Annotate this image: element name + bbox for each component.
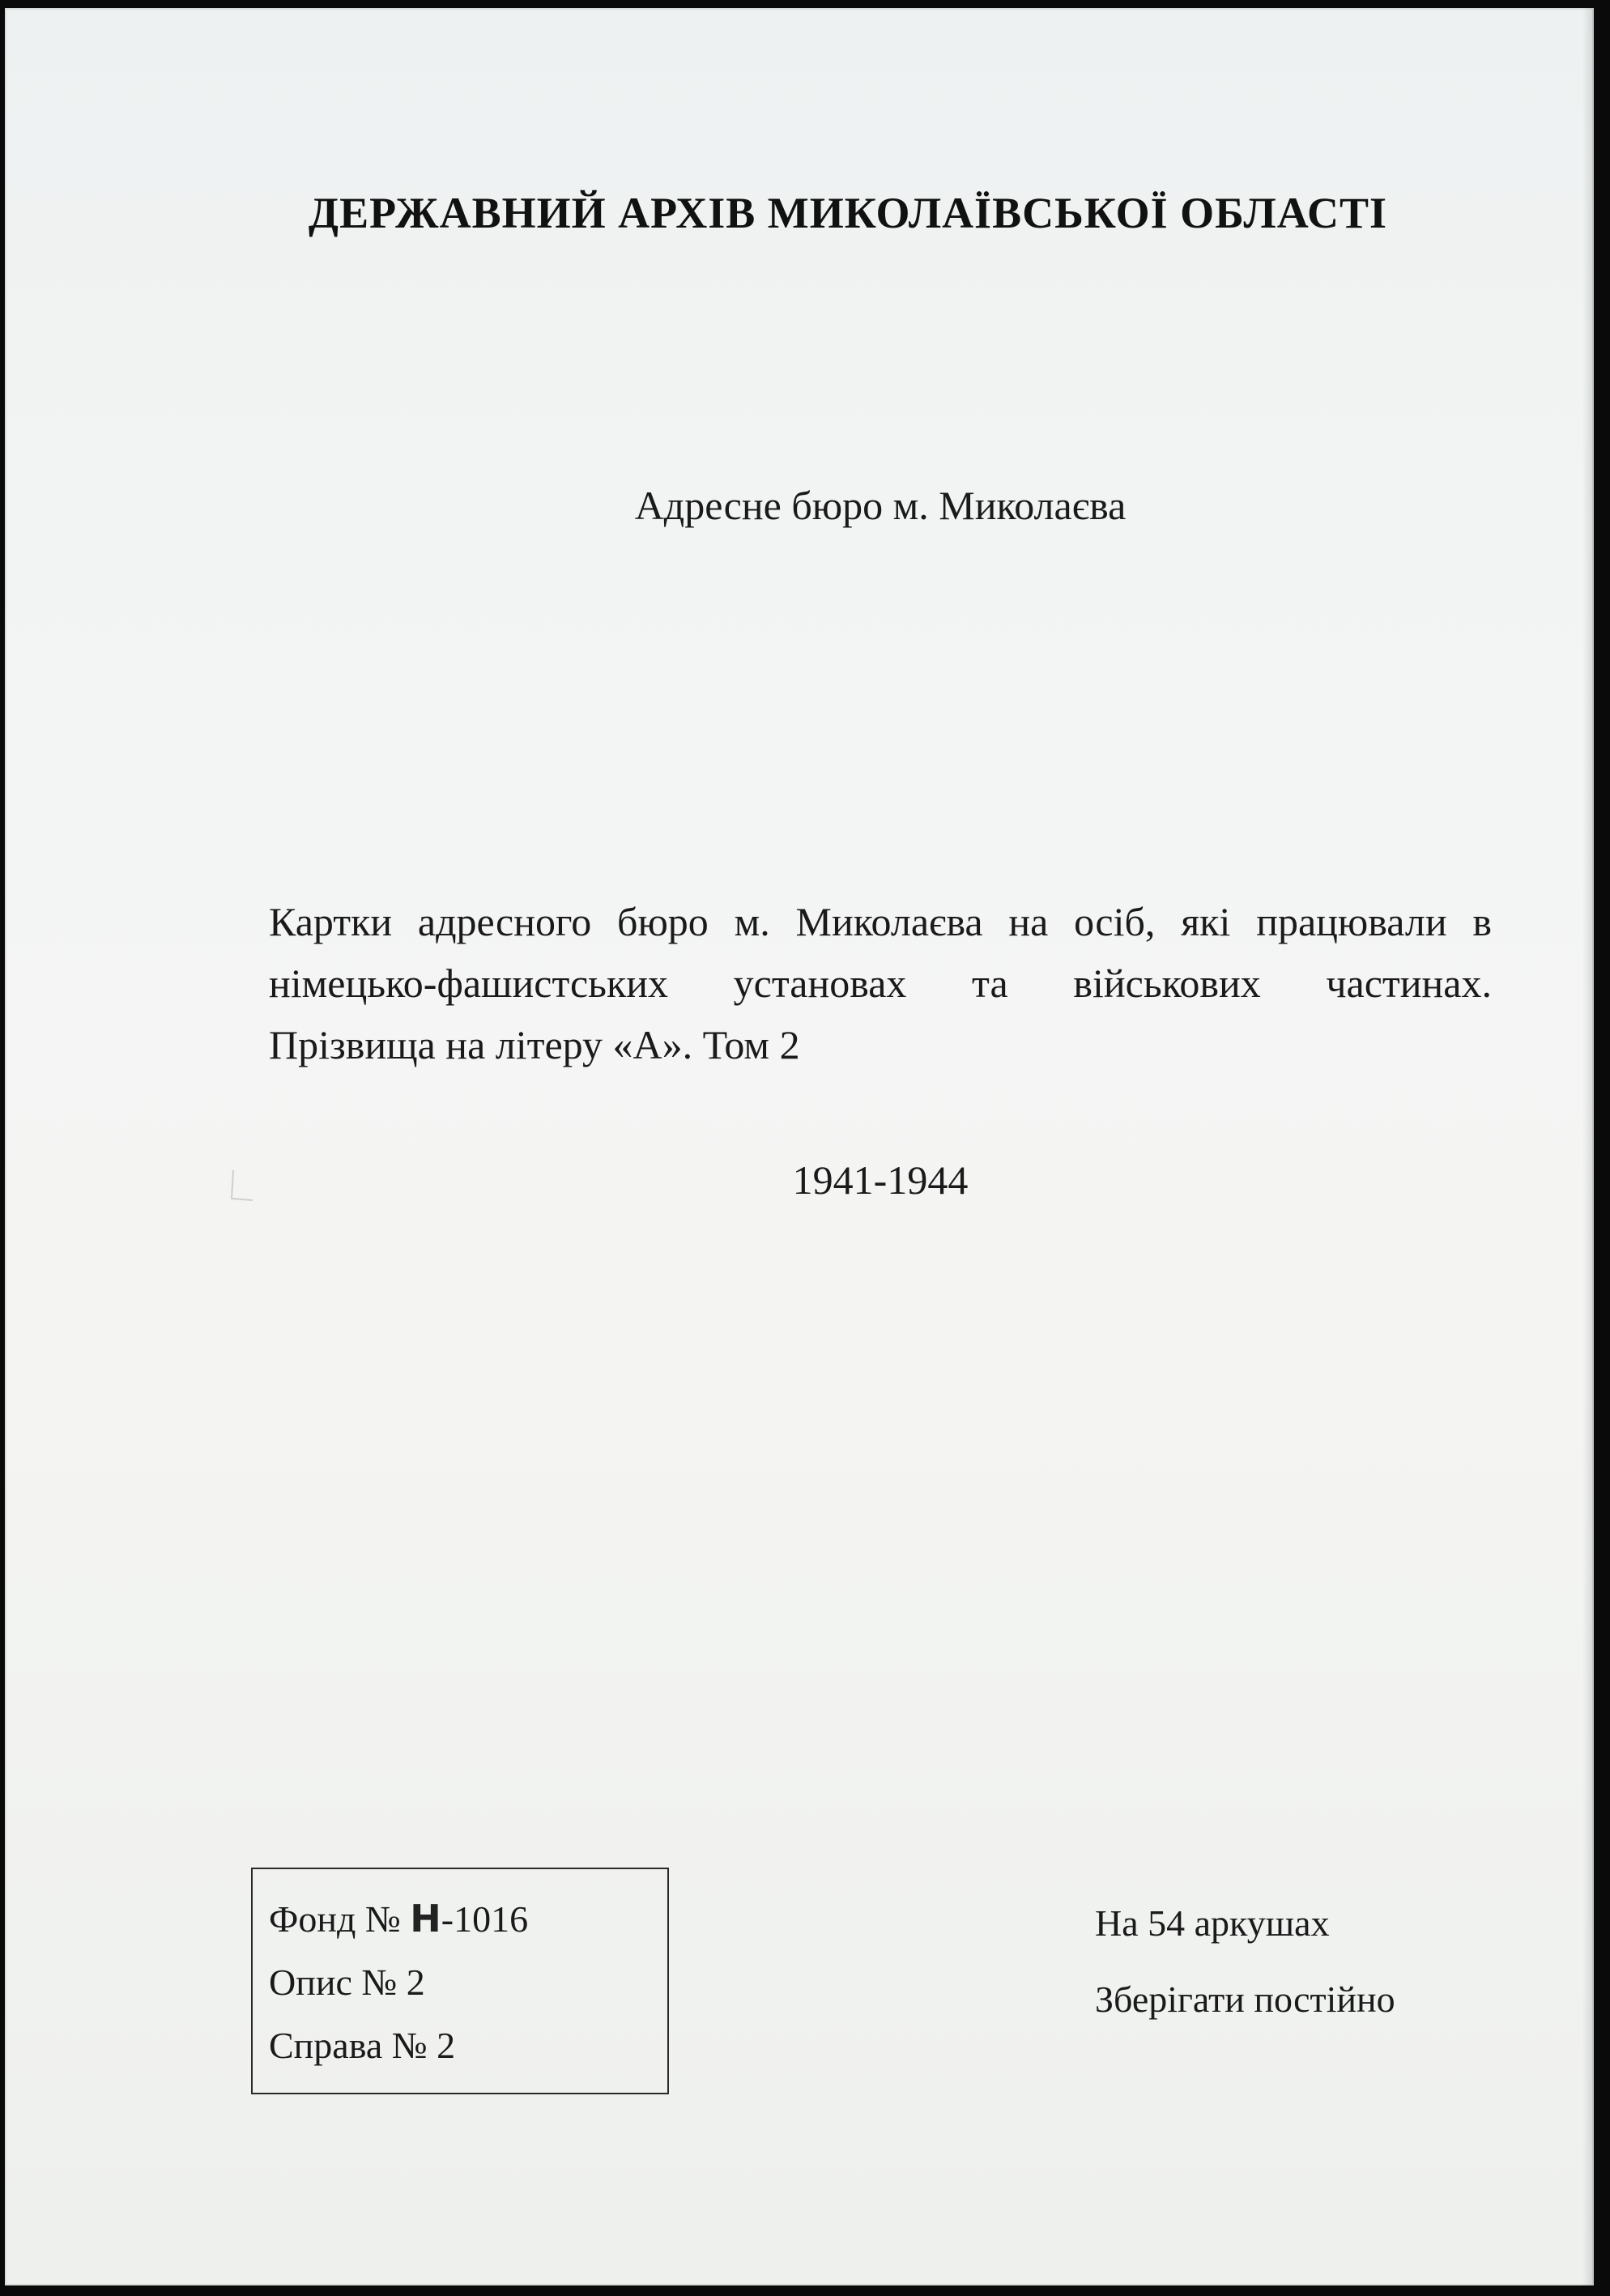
sheet-count: На 54 аркушах [1095, 1902, 1330, 1944]
fond-prefix: Фонд № [269, 1898, 411, 1940]
archive-reference-box [251, 1868, 669, 2094]
storage-info [1095, 1885, 1395, 2038]
sprava-number: Справа № 2 [269, 2025, 456, 2066]
fond-number [269, 1887, 667, 1951]
document-sheet [5, 8, 1594, 2285]
fond-letter-handwritten: Н [410, 1897, 441, 1940]
opys-number: Опис № 2 [269, 1962, 425, 2003]
retention-period: Зберігати постійно [1095, 1979, 1395, 2020]
archive-title: ДЕРЖАВНИЙ АРХІВ МИКОЛАЇВСЬКОЇ ОБЛАСТІ [308, 189, 1388, 237]
description-line-3: Прізвища на літеру «А». Том 2 [269, 1022, 800, 1067]
date-range: 1941-1944 [792, 1157, 969, 1203]
description-line-2: німецько-фашистських установах та військових частинах. [269, 961, 1492, 1006]
fund-creator: Адресне бюро м. Миколаєва [634, 483, 1127, 528]
case-description [269, 891, 1492, 1076]
description-line-1: Картки адресного бюро м. Миколаєва на осіб, які працювали в [269, 899, 1492, 944]
fond-digits: -1016 [441, 1898, 529, 1940]
sheet-edge-shadow [1582, 8, 1594, 2285]
